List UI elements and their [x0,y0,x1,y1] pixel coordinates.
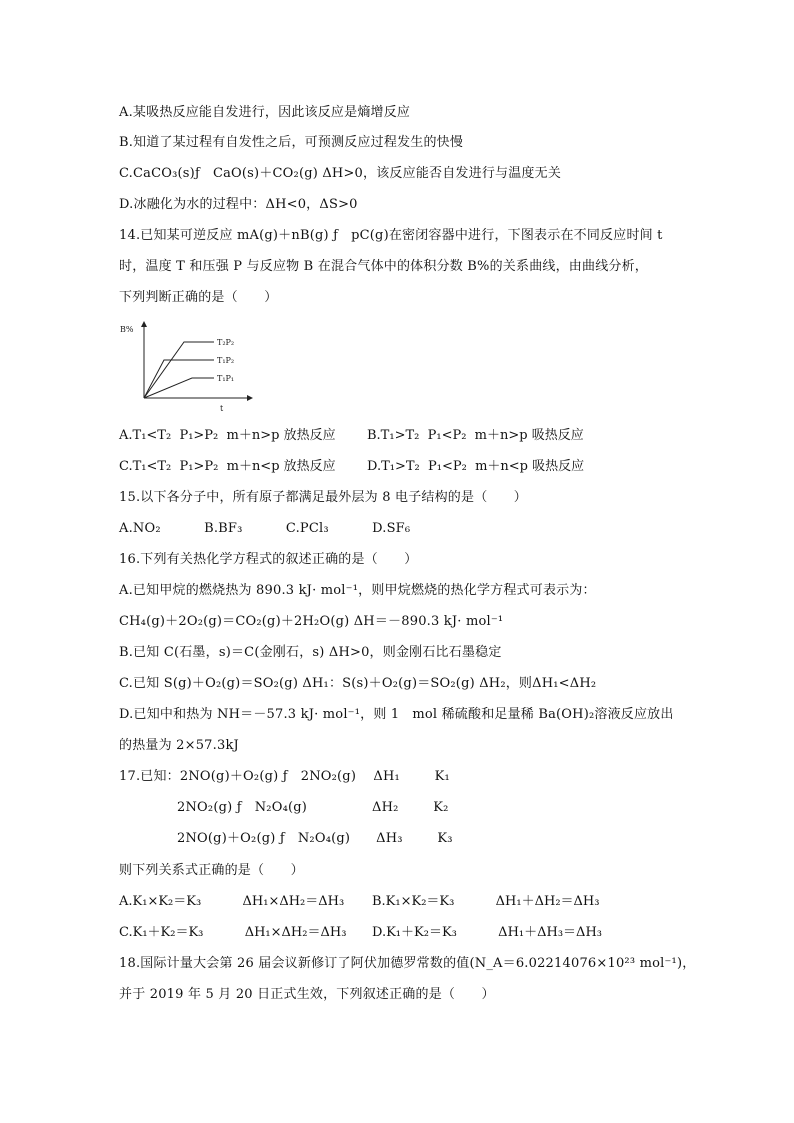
q13-option-a: A.某吸热反应能自发进行，因此该反应是熵增反应 [119,105,411,120]
curve-t2p2 [144,342,214,398]
q16-option-c: C.已知 S(g)＋O₂(g)＝SO₂(g) ΔH₁：S(s)＋O₂(g)＝SO₂(g) ΔH₂，则ΔH₁<ΔH₂ [119,676,597,691]
q14-option-c: C.T₁<T₂ P₁>P₂ m＋n<p 放热反应 [119,459,336,474]
q14-graph [116,318,256,418]
curve-t1p1 [144,378,214,398]
label-t1p2: T₁P₂ [217,356,235,365]
q13-option-b: B.知道了某过程有自发性之后，可预测反应过程发生的快慢 [119,135,464,150]
q17-equation-3: 2NO(g)＋O₂(g) ƒ N₂O₄(g) ΔH₃ K₃ [177,831,453,846]
q16-stem: 16.下列有关热化学方程式的叙述正确的是（ ） [119,552,418,567]
q14-stem-line1: 14.已知某可逆反应 mA(g)＋nB(g) ƒ pC(g)在密闭容器中进行，下图表示在不同反应时间 t [119,228,663,243]
q14-stem-line2: 时，温度 T 和压强 P 与反应物 B 在混合气体中的体积分数 B%的关系曲线，由曲线分析， [119,259,649,274]
label-t1p1: T₁P₁ [217,374,235,383]
q14-option-d: D.T₁>T₂ P₁<P₂ m＋n<p 吸热反应 [367,459,585,474]
q14-option-b: B.T₁>T₂ P₁<P₂ m＋n>p 吸热反应 [367,428,584,443]
q17-stem: 17.已知：2NO(g)＋O₂(g) ƒ 2NO₂(g) ΔH₁ K₁ [119,769,450,784]
q16-option-b: B.已知 C(石墨，s)＝C(金刚石，s) ΔH>0，则金刚石比石墨稳定 [119,645,502,660]
q16-option-d-line2: 的热量为 2×57.3kJ [119,738,239,753]
graph-ylabel: B% [120,325,134,334]
q15-stem: 15.以下各分子中，所有原子都满足最外层为 8 电子结构的是（ ） [119,490,528,505]
q18-stem-line2: 并于 2019 年 5 月 20 日正式生效，下列叙述正确的是（ ） [119,987,495,1002]
q14-stem-line3: 下列判断正确的是（ ） [119,290,278,305]
q17-option-c: C.K₁＋K₂＝K₃ ΔH₁×ΔH₂＝ΔH₃ [119,925,347,940]
q14-option-a: A.T₁<T₂ P₁>P₂ m＋n>p 放热反应 [119,428,336,443]
q17-option-d: D.K₁＋K₂＝K₃ ΔH₁＋ΔH₃＝ΔH₃ [372,925,602,940]
q13-option-c: C.CaCO₃(s)ƒ CaO(s)＋CO₂(g) ΔH>0，该反应能否自发进行与温度无关 [119,166,562,181]
q17-option-a: A.K₁×K₂＝K₃ ΔH₁×ΔH₂＝ΔH₃ [119,894,345,909]
q17-ask: 则下列关系式正确的是（ ） [119,863,304,878]
q18-stem-line1: 18.国际计量大会第 26 届会议新修订了阿伏加德罗常数的值(N_A＝6.02214076×10²³ mol⁻¹)， [119,956,696,971]
label-t2p2: T₂P₂ [217,338,235,347]
q17-option-b: B.K₁×K₂＝K₃ ΔH₁＋ΔH₂＝ΔH₃ [372,894,600,909]
q16-option-d-line1: D.已知中和热为 NH＝－57.3 kJ· mol⁻¹，则 1 mol 稀硫酸和足量稀 Ba(OH)₂溶液反应放出 [119,707,674,722]
q16-option-a-line1: A.已知甲烷的燃烧热为 890.3 kJ· mol⁻¹，则甲烷燃烧的热化学方程式可表示为： [119,583,596,598]
q16-option-a-line2: CH₄(g)＋2O₂(g)＝CO₂(g)＋2H₂O(g) ΔH＝－890.3 kJ· mol⁻¹ [119,614,504,629]
q17-equation-2: 2NO₂(g) ƒ N₂O₄(g) ΔH₂ K₂ [177,800,449,815]
graph-xlabel: t [220,404,224,413]
q15-options: A.NO₂ B.BF₃ C.PCl₃ D.SF₆ [119,521,411,536]
q13-option-d: D.冰融化为水的过程中：ΔH<0，ΔS>0 [119,197,358,212]
curve-t1p2 [144,360,214,398]
